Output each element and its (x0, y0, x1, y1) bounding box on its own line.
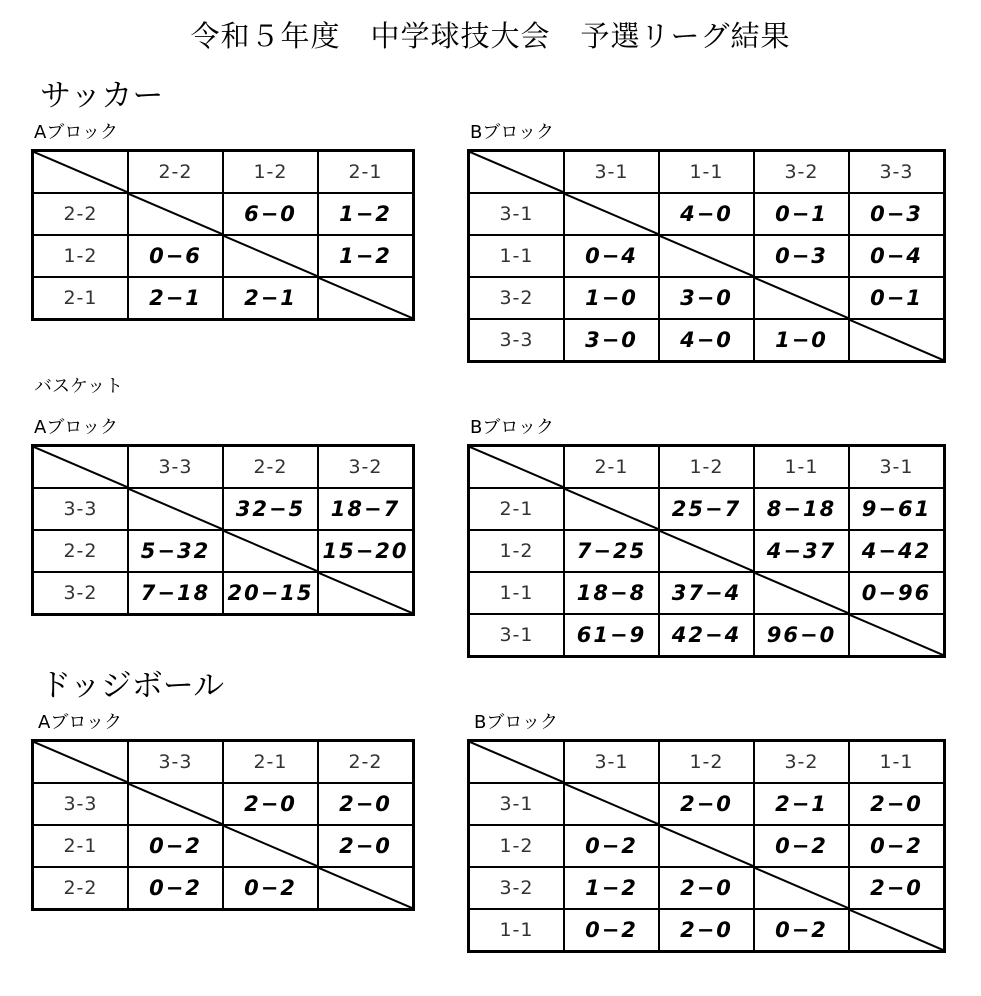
match-score-cell: 0−4 (564, 235, 659, 277)
table-row (33, 193, 414, 235)
match-score-cell: 2−0 (849, 783, 945, 825)
dodgeball-a-label: Aブロック (38, 712, 122, 733)
match-score-cell: 32−5 (223, 488, 318, 530)
match-score-cell: 0−6 (128, 235, 223, 277)
match-score-cell: 4−0 (659, 319, 754, 362)
table-row (469, 867, 945, 909)
soccer-a-table (31, 149, 415, 321)
match-score-cell: 61−9 (564, 614, 659, 657)
match-score-cell: 1−0 (564, 277, 659, 319)
table-header-row (469, 741, 945, 784)
match-score-cell: 0−3 (754, 235, 849, 277)
match-score-cell: 2−0 (223, 783, 318, 825)
column-team-header: 3-2 (754, 151, 849, 194)
row-team-header: 1-2 (33, 235, 129, 277)
match-score-cell: 4−37 (754, 530, 849, 572)
corner-diagonal-cell (469, 741, 565, 784)
row-team-header: 1-1 (469, 572, 565, 614)
row-team-header: 1-1 (469, 235, 565, 277)
table-row (33, 867, 414, 910)
column-team-header: 1-1 (754, 446, 849, 489)
table-row (469, 319, 945, 362)
row-team-header: 2-1 (469, 488, 565, 530)
corner-diagonal-cell (33, 446, 129, 489)
match-score-cell: 4−42 (849, 530, 945, 572)
table-row (33, 825, 414, 867)
column-team-header: 3-2 (318, 446, 414, 489)
table-row (469, 530, 945, 572)
match-score-cell: 0−1 (849, 277, 945, 319)
column-team-header: 2-1 (564, 446, 659, 489)
match-score-cell: 2−1 (754, 783, 849, 825)
soccer-title: サッカー (40, 78, 164, 114)
table-row (469, 488, 945, 530)
match-score-cell: 2−0 (659, 867, 754, 909)
corner-diagonal-cell (469, 151, 565, 194)
match-score-cell: 2−0 (659, 909, 754, 952)
row-team-header: 3-1 (469, 783, 565, 825)
table-row (469, 825, 945, 867)
row-team-header: 2-1 (33, 825, 129, 867)
column-team-header: 3-1 (849, 446, 945, 489)
column-team-header: 1-1 (659, 151, 754, 194)
row-team-header: 1-2 (469, 825, 565, 867)
match-score-cell: 5−32 (128, 530, 223, 572)
match-score-cell: 96−0 (754, 614, 849, 657)
match-score-cell: 0−2 (564, 825, 659, 867)
column-team-header: 3-2 (754, 741, 849, 784)
self-match-diagonal-cell (318, 277, 414, 320)
column-team-header: 3-3 (128, 446, 223, 489)
table-row (469, 235, 945, 277)
corner-diagonal-cell (33, 741, 129, 784)
match-score-cell: 6−0 (223, 193, 318, 235)
self-match-diagonal-cell (754, 277, 849, 319)
match-score-cell: 7−18 (128, 572, 223, 615)
column-team-header: 2-2 (318, 741, 414, 784)
dodgeball-a-table (31, 739, 415, 911)
match-score-cell: 2−1 (128, 277, 223, 320)
column-team-header: 1-1 (849, 741, 945, 784)
match-score-cell: 1−2 (318, 235, 414, 277)
self-match-diagonal-cell (564, 488, 659, 530)
match-score-cell: 0−96 (849, 572, 945, 614)
self-match-diagonal-cell (659, 235, 754, 277)
match-score-cell: 0−2 (849, 825, 945, 867)
corner-diagonal-cell (469, 446, 565, 489)
self-match-diagonal-cell (318, 572, 414, 615)
match-score-cell: 2−0 (318, 825, 414, 867)
column-team-header: 1-2 (223, 151, 318, 194)
table-header-row (33, 741, 414, 784)
basketball-b-label: Bブロック (470, 417, 554, 438)
match-score-cell: 7−25 (564, 530, 659, 572)
self-match-diagonal-cell (849, 614, 945, 657)
basketball-a-label: Aブロック (34, 417, 118, 438)
table-row (469, 614, 945, 657)
match-score-cell: 0−3 (849, 193, 945, 235)
self-match-diagonal-cell (659, 825, 754, 867)
corner-diagonal-cell (33, 151, 129, 194)
table-row (33, 277, 414, 320)
row-team-header: 3-2 (33, 572, 129, 615)
match-score-cell: 18−7 (318, 488, 414, 530)
column-team-header: 1-2 (659, 741, 754, 784)
match-score-cell: 2−0 (318, 783, 414, 825)
table-row (33, 488, 414, 530)
table-row (33, 572, 414, 615)
row-team-header: 2-1 (33, 277, 129, 320)
column-team-header: 2-1 (223, 741, 318, 784)
soccer-b-label: Bブロック (470, 122, 554, 143)
column-team-header: 3-1 (564, 741, 659, 784)
row-team-header: 3-3 (33, 783, 129, 825)
table-row (469, 193, 945, 235)
column-team-header: 3-3 (128, 741, 223, 784)
self-match-diagonal-cell (223, 235, 318, 277)
row-team-header: 2-2 (33, 193, 129, 235)
soccer-b-table (467, 149, 946, 363)
row-team-header: 2-2 (33, 530, 129, 572)
self-match-diagonal-cell (754, 572, 849, 614)
self-match-diagonal-cell (849, 319, 945, 362)
match-score-cell: 0−2 (754, 909, 849, 952)
row-team-header: 3-1 (469, 193, 565, 235)
column-team-header: 1-2 (659, 446, 754, 489)
self-match-diagonal-cell (223, 825, 318, 867)
dodgeball-title: ドッジボール (40, 668, 225, 704)
match-score-cell: 8−18 (754, 488, 849, 530)
soccer-a-label: Aブロック (34, 122, 118, 143)
basketball-title: バスケット (34, 376, 124, 397)
column-team-header: 3-1 (564, 151, 659, 194)
match-score-cell: 4−0 (659, 193, 754, 235)
match-score-cell: 2−1 (223, 277, 318, 320)
self-match-diagonal-cell (564, 783, 659, 825)
match-score-cell: 0−2 (128, 867, 223, 910)
match-score-cell: 25−7 (659, 488, 754, 530)
self-match-diagonal-cell (564, 193, 659, 235)
self-match-diagonal-cell (318, 867, 414, 910)
column-team-header: 2-2 (128, 151, 223, 194)
row-team-header: 2-2 (33, 867, 129, 910)
row-team-header: 3-3 (33, 488, 129, 530)
column-team-header: 3-3 (849, 151, 945, 194)
row-team-header: 3-3 (469, 319, 565, 362)
match-score-cell: 2−0 (849, 867, 945, 909)
match-score-cell: 1−2 (318, 193, 414, 235)
table-row (469, 909, 945, 952)
table-header-row (33, 446, 414, 489)
match-score-cell: 0−1 (754, 193, 849, 235)
table-row (33, 235, 414, 277)
match-score-cell: 0−2 (754, 825, 849, 867)
row-team-header: 3-2 (469, 867, 565, 909)
table-row (33, 783, 414, 825)
match-score-cell: 20−15 (223, 572, 318, 615)
table-header-row (469, 151, 945, 194)
match-score-cell: 3−0 (564, 319, 659, 362)
match-score-cell: 0−2 (564, 909, 659, 952)
dodgeball-b-table (467, 739, 946, 953)
page-title: 令和５年度 中学球技大会 予選リーグ結果 (190, 19, 791, 53)
match-score-cell: 1−0 (754, 319, 849, 362)
table-row (33, 530, 414, 572)
match-score-cell: 18−8 (564, 572, 659, 614)
match-score-cell: 37−4 (659, 572, 754, 614)
column-team-header: 2-2 (223, 446, 318, 489)
self-match-diagonal-cell (849, 909, 945, 952)
match-score-cell: 42−4 (659, 614, 754, 657)
table-header-row (33, 151, 414, 194)
basketball-b-table (467, 444, 946, 658)
basketball-a-table (31, 444, 415, 616)
match-score-cell: 0−2 (128, 825, 223, 867)
table-header-row (469, 446, 945, 489)
self-match-diagonal-cell (128, 783, 223, 825)
self-match-diagonal-cell (754, 867, 849, 909)
match-score-cell: 3−0 (659, 277, 754, 319)
self-match-diagonal-cell (128, 193, 223, 235)
row-team-header: 1-2 (469, 530, 565, 572)
table-row (469, 572, 945, 614)
table-row (469, 783, 945, 825)
column-team-header: 2-1 (318, 151, 414, 194)
self-match-diagonal-cell (128, 488, 223, 530)
self-match-diagonal-cell (659, 530, 754, 572)
dodgeball-b-label: Bブロック (474, 712, 558, 733)
match-score-cell: 9−61 (849, 488, 945, 530)
row-team-header: 3-2 (469, 277, 565, 319)
match-score-cell: 15−20 (318, 530, 414, 572)
row-team-header: 3-1 (469, 614, 565, 657)
match-score-cell: 1−2 (564, 867, 659, 909)
match-score-cell: 0−2 (223, 867, 318, 910)
match-score-cell: 0−4 (849, 235, 945, 277)
row-team-header: 1-1 (469, 909, 565, 952)
table-row (469, 277, 945, 319)
match-score-cell: 2−0 (659, 783, 754, 825)
self-match-diagonal-cell (223, 530, 318, 572)
